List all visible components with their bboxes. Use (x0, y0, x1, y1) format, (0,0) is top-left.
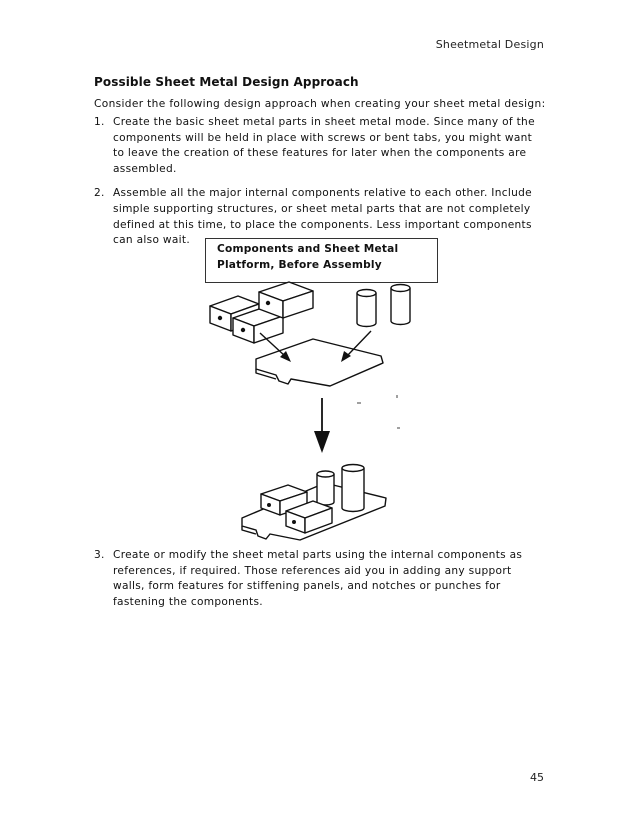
assembly-arrow-down-icon (314, 398, 330, 453)
capacitor-cylinder-icon (391, 285, 410, 325)
step-number: 1. (94, 116, 105, 128)
step-number: 3. (94, 549, 105, 561)
step-text: Create or modify the sheet metal parts using the internal components as references, if required. Those references aid you in adding any support walls, form features for stiffening panels, and notches or punches for fastening the components. (113, 549, 523, 608)
page-number: 45 (530, 771, 544, 784)
step-text: Assemble all the major internal components relative to each other. Include simple supporting structures, or sheet metal parts that are not completely defined at this time, to place the components. Less important components can also wait. (113, 187, 532, 247)
figure-caption-line-2: Platform, Before Assembly (217, 258, 382, 271)
intro-paragraph: Consider the following design approach when creating your sheet metal design: (94, 98, 546, 110)
running-header: Sheetmetal Design (435, 38, 544, 51)
step-number: 2. (94, 187, 105, 200)
step-text: Create the basic sheet metal parts in sheet metal mode. Since many of the components will be held in place with screws or bent tabs, you might want to leave the creation of these features for later when the components are assembled. (113, 116, 535, 175)
capacitor-cylinder-icon (357, 290, 376, 327)
assembled-platform-icon (242, 465, 386, 541)
section-heading: Possible Sheet Metal Design Approach (94, 75, 359, 89)
assembly-figure (205, 238, 437, 538)
step-3 (94, 548, 539, 610)
figure-caption-line-1: Components and Sheet Metal (217, 243, 399, 255)
component-box-icon (259, 282, 313, 318)
